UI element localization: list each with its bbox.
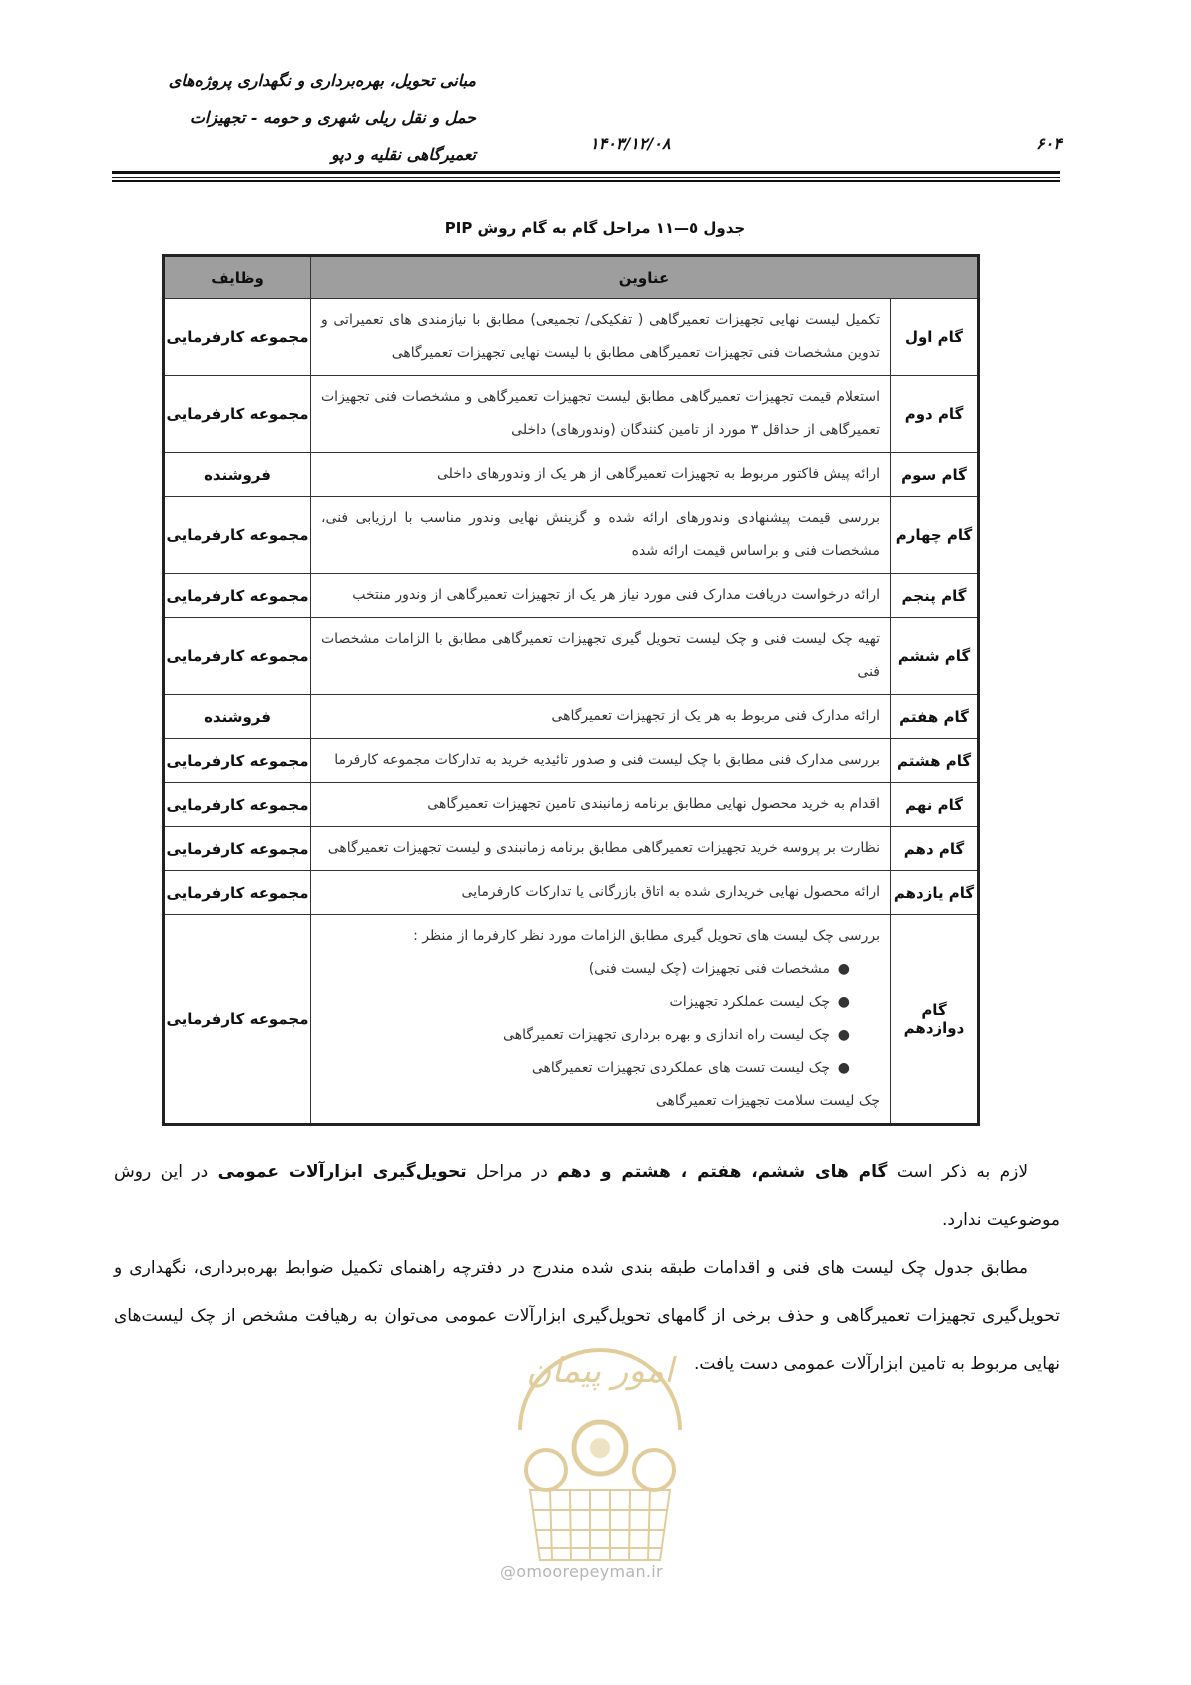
step-cell: گام دوم [891,376,979,453]
title-line-3: تعمیرگاهی نقلیه و دپو [331,145,476,164]
description-cell: تهیه چک لیست فنی و چک لیست تحویل گیری تجهیزات تعمیرگاهی مطابق با الزامات مشخصات فنی [311,618,891,695]
step-cell: گام هفتم [891,695,979,739]
description-cell: ارائه پیش فاکتور مربوط به تجهیزات تعمیرگاهی از هر یک از وندورهای داخلی [311,453,891,497]
header-date: ۱۴۰۳/۱۲/۰۸ [590,134,671,153]
table-row [164,574,979,618]
note-paragraph [114,1148,1060,1244]
title-line-1: مبانی تحویل، بهره‌برداری و نگهداری پروژه‌های [168,71,476,90]
step-cell: گام چهارم [891,497,979,574]
responsibility-cell: مجموعه کارفرمایی [164,827,311,871]
step-cell: گام یازدهم [891,871,979,915]
responsibility-cell: مجموعه کارفرمایی [164,376,311,453]
checklist-item-text: چک لیست راه اندازی و بهره برداری تجهیزات تعمیرگاهی [503,1027,830,1043]
responsibility-cell: مجموعه کارفرمایی [164,574,311,618]
table-row [164,695,979,739]
watermark-logo-text: امور پیمان [526,1351,674,1391]
step-cell: گام پنجم [891,574,979,618]
note-text-2: در مراحل [466,1162,558,1182]
note-text-1: لازم به ذکر است [887,1162,1029,1182]
description-cell: نظارت بر پروسه خرید تجهیزات تعمیرگاهی مطابق برنامه زمانبندی و لیست تجهیزات تعمیرگاهی [311,827,891,871]
page-number: ۶۰۴ [1036,134,1062,153]
table-row-last [164,915,979,1125]
responsibility-cell: فروشنده [164,453,311,497]
bullet-icon: ● [837,1060,850,1076]
table-row [164,376,979,453]
step-cell: گام اول [891,299,979,376]
note-bold-tools: تحویل‌گیری ابزارآلات عمومی [217,1162,467,1182]
table-body [164,299,979,1125]
responsibility-cell: مجموعه کارفرمایی [164,618,311,695]
description-cell: ارائه مدارک فنی مربوط به هر یک از تجهیزات تعمیرگاهی [311,695,891,739]
step-cell: گام نهم [891,783,979,827]
table-row [164,299,979,376]
description-cell: اقدام به خرید محصول نهایی مطابق برنامه زمانبندی تامین تجهیزات تعمیرگاهی [311,783,891,827]
watermark-website: @omoorepeyman.ir [500,1562,663,1581]
checklist-item-text: چک لیست تست های عملکردی تجهیزات تعمیرگاهی [531,1060,830,1076]
description-cell: ارائه درخواست دریافت مدارک فنی مورد نیاز هر یک از تجهیزات تعمیرگاهی از وندور منتخب [311,574,891,618]
responsibility-cell: مجموعه کارفرمایی [164,497,311,574]
checklist-item [321,1019,880,1052]
header-rule-thick [112,171,1060,174]
responsibility-cell: مجموعه کارفرمایی [164,915,311,1125]
responsibility-cell: مجموعه کارفرمایی [164,739,311,783]
step-cell: گام هشتم [891,739,979,783]
table-header-row [164,256,979,299]
watermark-logo-icon [480,1310,720,1570]
table-row [164,618,979,695]
responsibility-cell: مجموعه کارفرمایی [164,299,311,376]
bullet-icon: ● [837,961,850,977]
header-rule-bottom [112,180,1060,182]
description-cell: بررسی مدارک فنی مطابق با چک لیست فنی و صدور تائیدیه خرید به تدارکات مجموعه کارفرما [311,739,891,783]
header-duties: وظایف [164,256,311,299]
checklist-item-text: چک لیست عملکرد تجهیزات [669,994,830,1010]
table-row [164,497,979,574]
header-titles: عناوین [311,256,979,299]
bullet-icon: ● [837,994,850,1010]
step-cell: گام دوازدهم [891,915,979,1125]
pip-steps-table [162,254,980,1126]
table-row [164,453,979,497]
header-rule-thin [112,177,1060,178]
description-cell [311,915,891,1125]
step-cell: گام دهم [891,827,979,871]
checklist-item [321,1052,880,1085]
title-line-2: حمل و نقل ریلی شهری و حومه - تجهیزات [189,108,476,127]
last-row-intro: بررسی چک لیست های تحویل گیری مطابق الزامات مورد نظر کارفرما از منظر : [413,928,880,944]
description-cell: تکمیل لیست نهایی تجهیزات تعمیرگاهی ( تفکیکی/ تجمیعی) مطابق با نیازمندی های تعمیراتی و تدوین مشخصات فنی تجهیزات تعمیرگاهی مطابق با لیست نهایی تجهیزات تعمیرگاهی [311,299,891,376]
checklist-item [321,953,880,986]
summary-paragraph: مطابق جدول چک لیست های فنی و اقدامات طبقه بندی شده مندرج در دفترچه راهنمای تکمیل ضوابط بهره‌برداری، نگهداری و تحویل‌گیری تجهیزات تعمیرگاهی و حذف برخی از گامهای تحویل‌گیری ابزارآلات عمومی می‌توان به رهیافت مشخص از چک لیست‌های نهایی مربوط به تامین ابزارآلات عمومی دست یافت. [114,1258,1060,1374]
checklist-item [321,986,880,1019]
table-row [164,827,979,871]
note-text-3: در این روش موضوعیت ندارد. [114,1162,1060,1230]
document-title [116,62,476,173]
last-row-outro: چک لیست سلامت تجهیزات تعمیرگاهی [655,1093,880,1109]
table-caption: جدول ٥—١١ مراحل گام به گام روش PIP [444,219,746,237]
step-cell: گام ششم [891,618,979,695]
table-row [164,871,979,915]
table-row [164,783,979,827]
responsibility-cell: فروشنده [164,695,311,739]
responsibility-cell: مجموعه کارفرمایی [164,871,311,915]
description-cell: استعلام قیمت تجهیزات تعمیرگاهی مطابق لیست تجهیزات تعمیرگاهی و مشخصات فنی تجهیزات تعمیرگاهی از حداقل ۳ مورد از تامین کنندگان (وندورهای) داخلی [311,376,891,453]
table-row [164,739,979,783]
responsibility-cell: مجموعه کارفرمایی [164,783,311,827]
description-cell: ارائه محصول نهایی خریداری شده به اتاق بازرگانی یا تدارکات کارفرمایی [311,871,891,915]
checklist-item-text: مشخصات فنی تجهیزات (چک لیست فنی) [588,961,830,977]
checklist-bullets [321,953,880,1085]
note-bold-steps: گام های ششم، هفتم ، هشتم و دهم [557,1162,888,1182]
description-cell: بررسی قیمت پیشنهادی وندورهای ارائه شده و گزینش نهایی وندور مناسب با ارزیابی فنی، مشخصات فنی و براساس قیمت ارائه شده [311,497,891,574]
bullet-icon: ● [837,1027,850,1043]
step-cell: گام سوم [891,453,979,497]
